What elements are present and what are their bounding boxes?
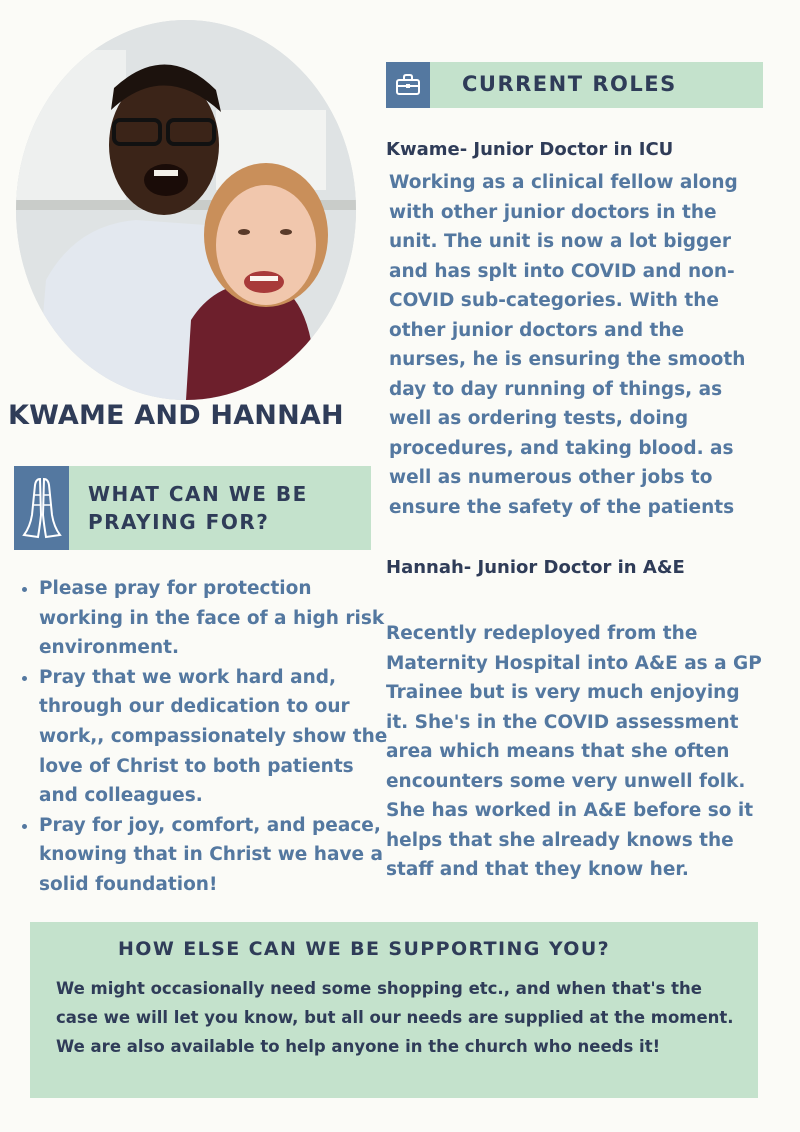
prayer-list: [20, 574, 389, 900]
prayer-header: [14, 466, 371, 550]
prayer-title: WHAT CAN WE BE PRAYING FOR?: [88, 482, 308, 534]
current-roles-title: CURRENT ROLES: [462, 72, 677, 96]
briefcase-icon: [386, 62, 430, 108]
kwame-role-description: Working as a clinical fellow along with other junior doctors in the unit. The unit is now a lot bigger and has splt into COVID and non-COVID sub-categories. With the other junior doctors and the nurses, he is ensuring the smooth day to day running of things, as well as ordering tests, doing procedures, and taking blood. as well as numerous other jobs to ensure the safety of the patients: [389, 172, 746, 518]
praying-hands-icon: [14, 466, 69, 550]
couple-photo: [16, 20, 356, 400]
support-text: We might occasionally need some shopping etc., and when that's the case we will let you know, but all our needs are supplied at the moment. We are also available to help anyone in the church who needs it!: [56, 979, 734, 1056]
kwame-role-title: Kwame- Junior Doctor in ICU: [386, 139, 674, 160]
prayer-item: • Pray that we work hard and, through our dedication to our work,, compassionately show the love of Christ to both patients and colleagues.: [39, 663, 389, 811]
couple-names: KWAME AND HANNAH: [8, 400, 344, 431]
hannah-role-title: Hannah- Junior Doctor in A&E: [386, 557, 685, 578]
support-title: HOW ELSE CAN WE BE SUPPORTING YOU?: [118, 938, 611, 960]
prayer-item: • Pray for joy, comfort, and peace, knowing that in Christ we have a solid foundation!: [39, 811, 389, 900]
support-section: [30, 922, 758, 1098]
current-roles-header: [386, 62, 763, 108]
prayer-item: • Please pray for protection working in the face of a high risk environment.: [39, 574, 389, 663]
hannah-role-description: Recently redeployed from the Maternity Hospital into A&E as a GP Trainee but is very much enjoying it. She's in the COVID assessment area which means that she often encounters some very unwell folk. She has worked in A&E before so it helps that she already knows the staff and that they know her.: [386, 623, 762, 880]
